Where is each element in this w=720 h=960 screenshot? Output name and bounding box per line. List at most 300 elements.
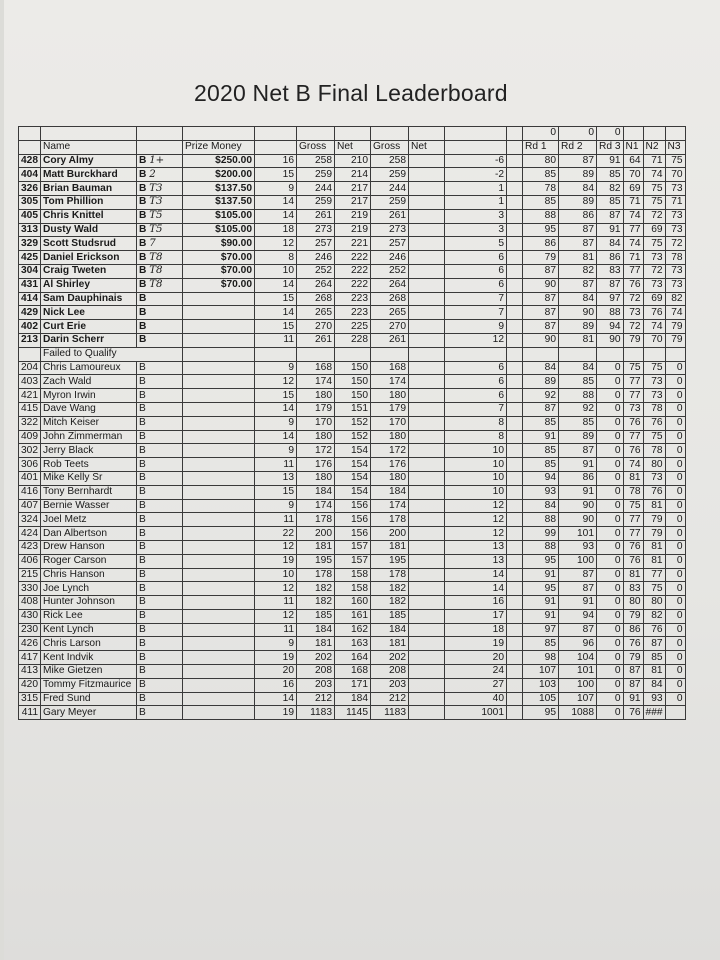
prize-money bbox=[183, 678, 255, 692]
player-id: 414 bbox=[19, 292, 41, 306]
player-name: Kent Indvik bbox=[41, 651, 137, 665]
gross: 246 bbox=[297, 251, 335, 265]
to-par: 19 bbox=[445, 637, 507, 651]
net-2 bbox=[409, 596, 445, 610]
flight-cell: B bbox=[137, 665, 183, 679]
spacer bbox=[507, 692, 523, 706]
gross: 178 bbox=[297, 568, 335, 582]
to-par: 13 bbox=[445, 540, 507, 554]
table-row bbox=[19, 333, 686, 347]
to-par: 10 bbox=[445, 444, 507, 458]
rd2: 101 bbox=[559, 665, 597, 679]
player-name: Al Shirley bbox=[41, 278, 137, 292]
prize-money bbox=[183, 333, 255, 347]
net: 158 bbox=[335, 568, 371, 582]
prize-money bbox=[183, 389, 255, 403]
table-row bbox=[19, 499, 686, 513]
player-name: Dave Wang bbox=[41, 402, 137, 416]
handicap: 15 bbox=[255, 389, 297, 403]
handicap: 12 bbox=[255, 237, 297, 251]
table-row bbox=[19, 361, 686, 375]
rd1: 84 bbox=[523, 499, 559, 513]
n3: 0 bbox=[665, 637, 685, 651]
n2: 85 bbox=[643, 651, 665, 665]
table-row bbox=[19, 554, 686, 568]
gross: 273 bbox=[297, 223, 335, 237]
flight-label: B bbox=[139, 251, 150, 263]
player-id: 230 bbox=[19, 623, 41, 637]
n1: 79 bbox=[623, 609, 643, 623]
table-row bbox=[19, 527, 686, 541]
net-2 bbox=[409, 389, 445, 403]
gross-2: 208 bbox=[371, 665, 409, 679]
net: 164 bbox=[335, 651, 371, 665]
header-row-top bbox=[19, 127, 686, 141]
n2: 81 bbox=[643, 665, 665, 679]
n2: ### bbox=[643, 706, 665, 720]
net-2 bbox=[409, 182, 445, 196]
rd2: 100 bbox=[559, 554, 597, 568]
rd3: 83 bbox=[597, 264, 624, 278]
net-2 bbox=[409, 154, 445, 168]
gross-2: 200 bbox=[371, 527, 409, 541]
flight-cell: B bbox=[137, 609, 183, 623]
net: 184 bbox=[335, 692, 371, 706]
header-cell bbox=[445, 127, 507, 141]
net-2 bbox=[409, 692, 445, 706]
player-id: 305 bbox=[19, 195, 41, 209]
prize-money bbox=[183, 651, 255, 665]
n1: 77 bbox=[623, 430, 643, 444]
net: 168 bbox=[335, 665, 371, 679]
spacer bbox=[507, 540, 523, 554]
n1: 76 bbox=[623, 416, 643, 430]
header-cell: N1 bbox=[623, 140, 643, 154]
to-par: 12 bbox=[445, 513, 507, 527]
table-row bbox=[19, 306, 686, 320]
header-cell: Rd 3 bbox=[597, 140, 624, 154]
player-id: 424 bbox=[19, 527, 41, 541]
gross: 257 bbox=[297, 237, 335, 251]
flight-cell bbox=[137, 154, 183, 168]
spacer bbox=[507, 596, 523, 610]
player-id: 306 bbox=[19, 458, 41, 472]
n1: 77 bbox=[623, 527, 643, 541]
n3: 0 bbox=[665, 444, 685, 458]
flight-cell bbox=[137, 223, 183, 237]
player-name: Chris Larson bbox=[41, 637, 137, 651]
player-id: 420 bbox=[19, 678, 41, 692]
rd2: 89 bbox=[559, 195, 597, 209]
header-cell bbox=[643, 127, 665, 141]
table-row bbox=[19, 568, 686, 582]
leaderboard-table bbox=[18, 126, 686, 720]
flight-label: B bbox=[139, 265, 150, 277]
player-name: Craig Tweten bbox=[41, 264, 137, 278]
handwritten-place: 7 bbox=[149, 237, 156, 249]
prize-money bbox=[183, 513, 255, 527]
n1: 74 bbox=[623, 237, 643, 251]
table-row bbox=[19, 444, 686, 458]
flight-cell bbox=[137, 333, 183, 347]
rd2: 93 bbox=[559, 540, 597, 554]
prize-money bbox=[183, 692, 255, 706]
to-par: 27 bbox=[445, 678, 507, 692]
net-2 bbox=[409, 168, 445, 182]
flight-label: B bbox=[139, 306, 147, 318]
flight-cell: B bbox=[137, 596, 183, 610]
gross: 259 bbox=[297, 168, 335, 182]
n3: 73 bbox=[665, 278, 685, 292]
header-cell bbox=[255, 140, 297, 154]
table-row bbox=[19, 430, 686, 444]
net: 222 bbox=[335, 278, 371, 292]
n3: 0 bbox=[665, 623, 685, 637]
spacer bbox=[507, 168, 523, 182]
n3: 0 bbox=[665, 651, 685, 665]
gross-2: 180 bbox=[371, 430, 409, 444]
n1: 79 bbox=[623, 651, 643, 665]
n2: 74 bbox=[643, 320, 665, 334]
net: 217 bbox=[335, 195, 371, 209]
header-cell bbox=[297, 127, 335, 141]
table-row bbox=[19, 609, 686, 623]
n1: 77 bbox=[623, 223, 643, 237]
table-cell bbox=[597, 347, 624, 361]
handicap: 20 bbox=[255, 665, 297, 679]
prize-money: $70.00 bbox=[183, 264, 255, 278]
player-id: 408 bbox=[19, 596, 41, 610]
flight-cell: B bbox=[137, 361, 183, 375]
net-2 bbox=[409, 306, 445, 320]
net-2 bbox=[409, 540, 445, 554]
gross: 202 bbox=[297, 651, 335, 665]
table-row bbox=[19, 402, 686, 416]
player-id: 411 bbox=[19, 706, 41, 720]
spacer bbox=[507, 623, 523, 637]
gross-2: 185 bbox=[371, 609, 409, 623]
handicap: 14 bbox=[255, 692, 297, 706]
rd3: 0 bbox=[597, 389, 624, 403]
header-cell: Net bbox=[409, 140, 445, 154]
gross: 170 bbox=[297, 416, 335, 430]
player-id: 315 bbox=[19, 692, 41, 706]
net-2 bbox=[409, 209, 445, 223]
header-cell: Prize Money bbox=[183, 140, 255, 154]
handicap: 8 bbox=[255, 251, 297, 265]
prize-money bbox=[183, 540, 255, 554]
player-id: 416 bbox=[19, 485, 41, 499]
player-id: 302 bbox=[19, 444, 41, 458]
flight-label: B bbox=[139, 196, 150, 208]
n1: 64 bbox=[623, 154, 643, 168]
net: 154 bbox=[335, 444, 371, 458]
handicap: 9 bbox=[255, 499, 297, 513]
rd1: 87 bbox=[523, 264, 559, 278]
rd1: 91 bbox=[523, 430, 559, 444]
net-2 bbox=[409, 251, 445, 265]
gross-2: 176 bbox=[371, 458, 409, 472]
rd3: 0 bbox=[597, 582, 624, 596]
handicap: 16 bbox=[255, 678, 297, 692]
n3: 0 bbox=[665, 596, 685, 610]
flight-cell: B bbox=[137, 499, 183, 513]
prize-money: $105.00 bbox=[183, 223, 255, 237]
flight-cell: B bbox=[137, 623, 183, 637]
n2: 80 bbox=[643, 596, 665, 610]
gross-2: 181 bbox=[371, 637, 409, 651]
rd2: 87 bbox=[559, 623, 597, 637]
table-row bbox=[19, 168, 686, 182]
rd1: 79 bbox=[523, 251, 559, 265]
net: 157 bbox=[335, 540, 371, 554]
player-name: Rick Lee bbox=[41, 609, 137, 623]
rd3: 0 bbox=[597, 540, 624, 554]
to-par: 16 bbox=[445, 596, 507, 610]
player-name: Curt Erie bbox=[41, 320, 137, 334]
player-id: 313 bbox=[19, 223, 41, 237]
to-par: 10 bbox=[445, 485, 507, 499]
n2: 87 bbox=[643, 637, 665, 651]
net: 222 bbox=[335, 264, 371, 278]
gross-2: 259 bbox=[371, 195, 409, 209]
header-cell: Name bbox=[41, 140, 137, 154]
rd3: 87 bbox=[597, 278, 624, 292]
n3: 0 bbox=[665, 513, 685, 527]
n1: 71 bbox=[623, 251, 643, 265]
to-par: 12 bbox=[445, 499, 507, 513]
prize-money bbox=[183, 623, 255, 637]
n3: 0 bbox=[665, 582, 685, 596]
table-cell bbox=[255, 347, 297, 361]
n3: 0 bbox=[665, 609, 685, 623]
gross: 259 bbox=[297, 195, 335, 209]
to-par: 12 bbox=[445, 527, 507, 541]
handicap: 14 bbox=[255, 402, 297, 416]
player-name: Kent Lynch bbox=[41, 623, 137, 637]
flight-label: B bbox=[139, 154, 150, 166]
gross: 195 bbox=[297, 554, 335, 568]
flight-label: B bbox=[139, 292, 147, 304]
spacer bbox=[507, 471, 523, 485]
spacer bbox=[507, 264, 523, 278]
n1: 74 bbox=[623, 458, 643, 472]
gross: 268 bbox=[297, 292, 335, 306]
net: 156 bbox=[335, 513, 371, 527]
net: 152 bbox=[335, 416, 371, 430]
rd1: 86 bbox=[523, 237, 559, 251]
rd2: 85 bbox=[559, 375, 597, 389]
n1: 72 bbox=[623, 320, 643, 334]
net-2 bbox=[409, 609, 445, 623]
net-2 bbox=[409, 223, 445, 237]
rd3: 0 bbox=[597, 458, 624, 472]
gross: 184 bbox=[297, 485, 335, 499]
player-id: 423 bbox=[19, 540, 41, 554]
handicap: 11 bbox=[255, 458, 297, 472]
rd3: 85 bbox=[597, 195, 624, 209]
n2: 84 bbox=[643, 678, 665, 692]
player-name: Dusty Wald bbox=[41, 223, 137, 237]
prize-money bbox=[183, 361, 255, 375]
prize-money bbox=[183, 554, 255, 568]
to-par: 20 bbox=[445, 651, 507, 665]
prize-money bbox=[183, 306, 255, 320]
player-id: 204 bbox=[19, 361, 41, 375]
n2: 78 bbox=[643, 444, 665, 458]
net-2 bbox=[409, 237, 445, 251]
n1: 72 bbox=[623, 292, 643, 306]
rd1: 97 bbox=[523, 623, 559, 637]
n2: 76 bbox=[643, 416, 665, 430]
net-2 bbox=[409, 278, 445, 292]
n3: 79 bbox=[665, 320, 685, 334]
handicap: 15 bbox=[255, 168, 297, 182]
n2: 73 bbox=[643, 278, 665, 292]
handicap: 15 bbox=[255, 320, 297, 334]
spacer bbox=[507, 582, 523, 596]
table-row bbox=[19, 651, 686, 665]
n2: 69 bbox=[643, 292, 665, 306]
spacer bbox=[507, 251, 523, 265]
handicap: 14 bbox=[255, 430, 297, 444]
to-par: 7 bbox=[445, 292, 507, 306]
table-row bbox=[19, 292, 686, 306]
net: 214 bbox=[335, 168, 371, 182]
rd3: 91 bbox=[597, 154, 624, 168]
prize-money bbox=[183, 485, 255, 499]
n3: 70 bbox=[665, 168, 685, 182]
gross: 252 bbox=[297, 264, 335, 278]
net: 161 bbox=[335, 609, 371, 623]
flight-cell bbox=[137, 182, 183, 196]
flight-label: B bbox=[139, 320, 147, 332]
table-row bbox=[19, 251, 686, 265]
gross: 1183 bbox=[297, 706, 335, 720]
gross-2: 168 bbox=[371, 361, 409, 375]
n1: 76 bbox=[623, 540, 643, 554]
prize-money bbox=[183, 375, 255, 389]
player-name: Daniel Erickson bbox=[41, 251, 137, 265]
handicap: 13 bbox=[255, 471, 297, 485]
table-cell bbox=[523, 347, 559, 361]
rd2: 87 bbox=[559, 223, 597, 237]
net: 219 bbox=[335, 209, 371, 223]
n3: 78 bbox=[665, 251, 685, 265]
gross-2: 259 bbox=[371, 168, 409, 182]
handicap: 16 bbox=[255, 154, 297, 168]
to-par: 7 bbox=[445, 402, 507, 416]
table-cell bbox=[559, 347, 597, 361]
player-name: Gary Meyer bbox=[41, 706, 137, 720]
table-cell bbox=[19, 347, 41, 361]
net: 160 bbox=[335, 596, 371, 610]
gross-2: 178 bbox=[371, 513, 409, 527]
spacer bbox=[507, 182, 523, 196]
player-name: Mitch Keiser bbox=[41, 416, 137, 430]
failed-to-qualify-label: Failed to Qualify bbox=[41, 347, 183, 361]
net-2 bbox=[409, 678, 445, 692]
net: 223 bbox=[335, 292, 371, 306]
to-par: 40 bbox=[445, 692, 507, 706]
rd2: 82 bbox=[559, 264, 597, 278]
gross-2: 265 bbox=[371, 306, 409, 320]
player-id: 215 bbox=[19, 568, 41, 582]
prize-money bbox=[183, 609, 255, 623]
rd3: 0 bbox=[597, 444, 624, 458]
rd3: 0 bbox=[597, 637, 624, 651]
n3: 0 bbox=[665, 458, 685, 472]
gross-2: 264 bbox=[371, 278, 409, 292]
n3: 0 bbox=[665, 485, 685, 499]
header-cell: 0 bbox=[523, 127, 559, 141]
spacer bbox=[507, 499, 523, 513]
header-cell bbox=[19, 127, 41, 141]
gross-2: 181 bbox=[371, 540, 409, 554]
header-cell: N2 bbox=[643, 140, 665, 154]
header-cell: Rd 2 bbox=[559, 140, 597, 154]
page-title: 2020 Net B Final Leaderboard bbox=[194, 80, 508, 106]
rd1: 90 bbox=[523, 278, 559, 292]
prize-money: $200.00 bbox=[183, 168, 255, 182]
net-2 bbox=[409, 485, 445, 499]
n2: 75 bbox=[643, 237, 665, 251]
n3: 79 bbox=[665, 333, 685, 347]
rd3: 87 bbox=[597, 209, 624, 223]
handwritten-place: T5 bbox=[149, 223, 163, 235]
net-2 bbox=[409, 361, 445, 375]
gross: 184 bbox=[297, 623, 335, 637]
player-name: Darin Scherr bbox=[41, 333, 137, 347]
handicap: 10 bbox=[255, 568, 297, 582]
gross: 264 bbox=[297, 278, 335, 292]
rd2: 84 bbox=[559, 182, 597, 196]
net: 171 bbox=[335, 678, 371, 692]
n2: 73 bbox=[643, 389, 665, 403]
handicap: 12 bbox=[255, 375, 297, 389]
player-id: 402 bbox=[19, 320, 41, 334]
flight-cell: B bbox=[137, 471, 183, 485]
table-row bbox=[19, 540, 686, 554]
rd3: 0 bbox=[597, 499, 624, 513]
gross-2: 1183 bbox=[371, 706, 409, 720]
to-par: 13 bbox=[445, 554, 507, 568]
header-cell bbox=[41, 127, 137, 141]
n3 bbox=[665, 706, 685, 720]
n2: 73 bbox=[643, 251, 665, 265]
to-par: 6 bbox=[445, 264, 507, 278]
player-id: 329 bbox=[19, 237, 41, 251]
gross-2: 268 bbox=[371, 292, 409, 306]
rd3: 0 bbox=[597, 361, 624, 375]
gross-2: 184 bbox=[371, 623, 409, 637]
spacer bbox=[507, 706, 523, 720]
rd1: 103 bbox=[523, 678, 559, 692]
to-par: 3 bbox=[445, 223, 507, 237]
to-par: 6 bbox=[445, 389, 507, 403]
header-cell bbox=[507, 127, 523, 141]
n2: 75 bbox=[643, 195, 665, 209]
handicap: 10 bbox=[255, 264, 297, 278]
rd2: 104 bbox=[559, 651, 597, 665]
rd2: 96 bbox=[559, 637, 597, 651]
net-2 bbox=[409, 375, 445, 389]
n2: 76 bbox=[643, 485, 665, 499]
n1: 77 bbox=[623, 389, 643, 403]
player-name: Tommy Fitzmaurice bbox=[41, 678, 137, 692]
player-name: Chris Lamoureux bbox=[41, 361, 137, 375]
gross-2: 202 bbox=[371, 651, 409, 665]
